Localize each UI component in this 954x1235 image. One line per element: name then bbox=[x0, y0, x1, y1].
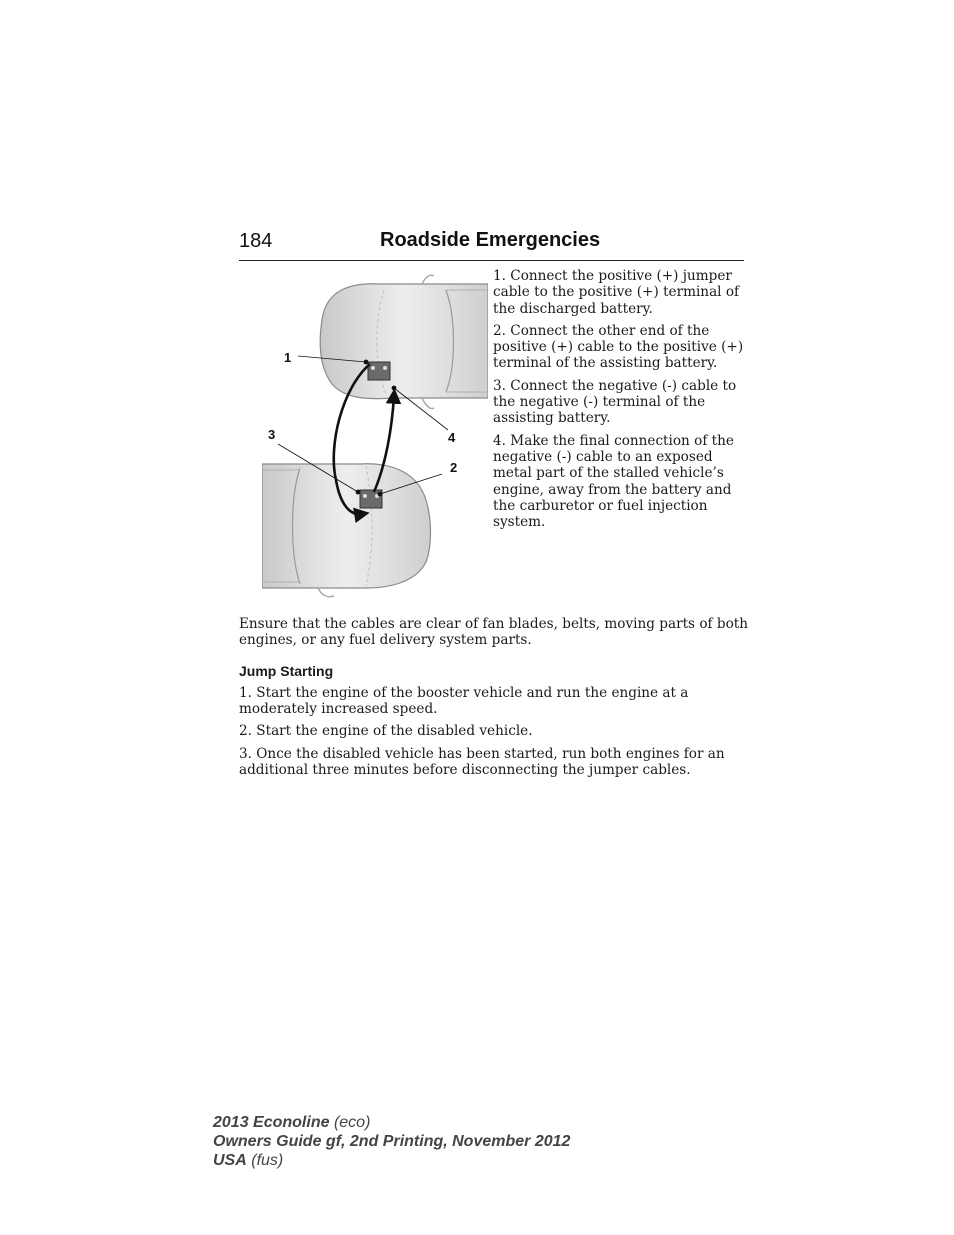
callout-2: 2 bbox=[450, 460, 458, 475]
footer-line-3 bbox=[213, 1151, 570, 1170]
footer-model-code: (eco) bbox=[333, 1114, 371, 1131]
footer-line-1 bbox=[213, 1113, 570, 1132]
step-3: 3. Connect the negative (-) cable to the negative (-) terminal of the assisting battery. bbox=[493, 377, 737, 427]
jump-start-diagram bbox=[262, 268, 488, 600]
jump-starting-heading: Jump Starting bbox=[239, 662, 334, 679]
jump-step-2: 2. Start the engine of the disabled vehicle. bbox=[239, 723, 533, 740]
footer-printing: Owners Guide gf, 2nd Printing, November 2012 bbox=[213, 1133, 571, 1150]
ensure-paragraph: Ensure that the cables are clear of fan blades, belts, moving parts of both engines, or any fuel delivery system parts. bbox=[239, 616, 748, 649]
discharged-battery bbox=[368, 362, 390, 380]
page-number: 184 bbox=[239, 230, 273, 252]
footer-market: USA bbox=[213, 1152, 247, 1169]
section-title: Roadside Emergencies bbox=[380, 229, 601, 251]
jump-step-3: 3. Once the disabled vehicle has been started, run both engines for an additional three minutes before disconnecting the jumper cables. bbox=[239, 745, 725, 779]
body-text bbox=[239, 616, 749, 784]
page-footer bbox=[213, 1113, 570, 1170]
step-4: 4. Make the final connection of the negative (-) cable to an exposed metal part of the stalled vehicle’s engine, away from the battery and the carburetor or fuel injection system. bbox=[493, 432, 734, 531]
footer-model: 2013 Econoline bbox=[213, 1114, 330, 1131]
footer-market-code: (fus) bbox=[251, 1152, 284, 1169]
callout-1: 1 bbox=[284, 350, 292, 365]
lower-car bbox=[262, 464, 431, 597]
connection-steps bbox=[493, 268, 747, 536]
callout-4: 4 bbox=[448, 430, 456, 445]
callout-3: 3 bbox=[268, 427, 276, 442]
upper-car bbox=[320, 275, 488, 408]
step-1: 1. Connect the positive (+) jumper cable to the positive (+) terminal of the discharged battery. bbox=[493, 268, 740, 317]
page-header bbox=[239, 228, 744, 261]
step-2: 2. Connect the other end of the positive (+) cable to the positive (+) terminal of the assisting battery. bbox=[493, 322, 744, 372]
footer-line-2 bbox=[213, 1132, 570, 1151]
jump-step-1: 1. Start the engine of the booster vehicle and run the engine at a moderately increased speed. bbox=[239, 684, 689, 718]
